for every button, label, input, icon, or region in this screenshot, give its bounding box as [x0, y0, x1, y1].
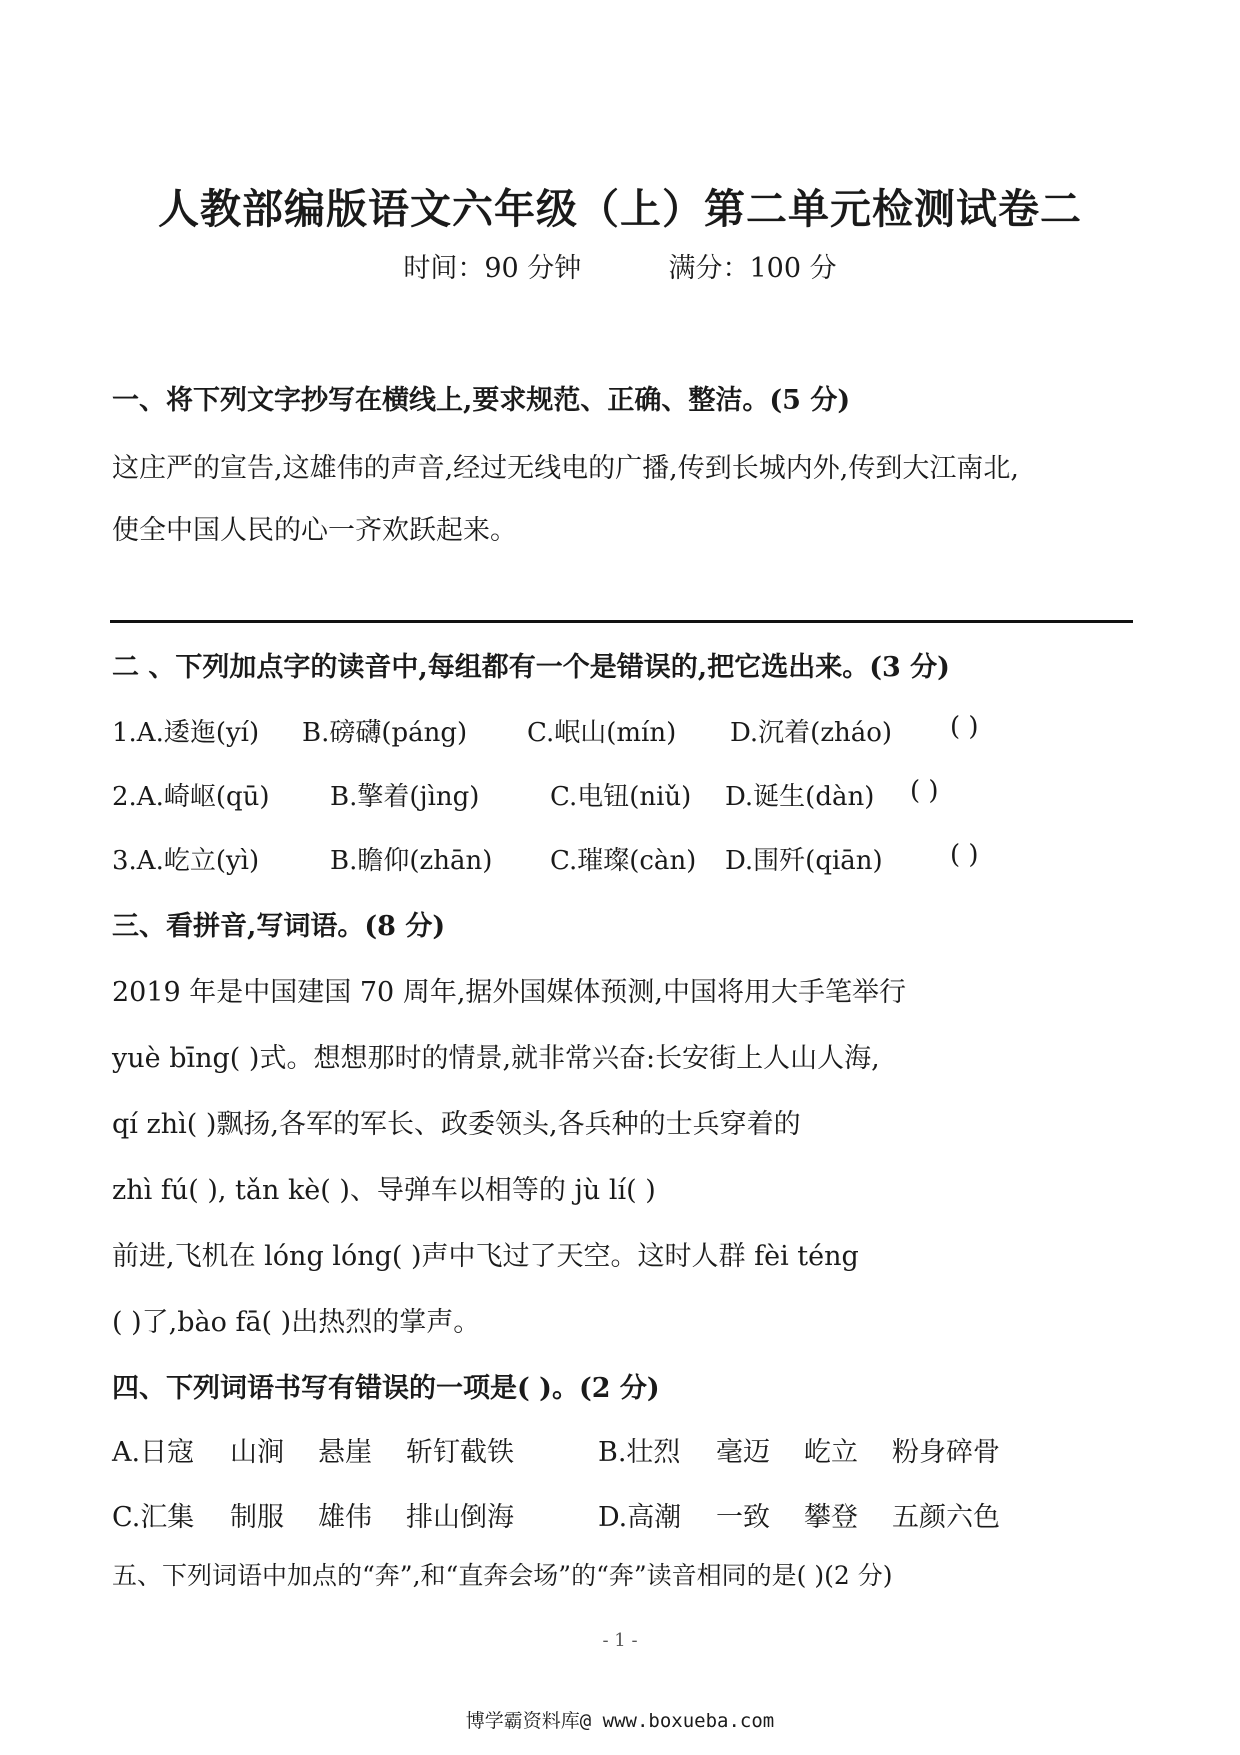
section-3-line: zhì fú( ), tǎn kè( )、导弹车以相等的 jù lí( ) — [112, 1175, 656, 1206]
exam-time: 时间：90 分钟 — [403, 253, 582, 284]
word: 排山倒海 — [406, 1502, 514, 1533]
question-4-row-2 — [112, 1495, 1000, 1534]
footer-watermark: 博学霸资料库@ www.boxueba.com — [465, 1710, 775, 1732]
page-number: - 1 - — [602, 1630, 638, 1651]
word: 制服 — [230, 1502, 284, 1533]
word: 山涧 — [230, 1437, 284, 1468]
option-c-label: C.汇集 — [112, 1502, 195, 1533]
page-title: 人教部编版语文六年级（上）第二单元检测试卷二 — [158, 185, 1082, 233]
word: 雄伟 — [318, 1502, 372, 1533]
question-2-1 — [112, 712, 979, 749]
option-a: 2.A.崎岖(qū) — [112, 782, 270, 812]
option-c: C.岷山(mín) — [527, 718, 677, 748]
option-a: 3.A.屹立(yì) — [112, 846, 260, 876]
option-b: B.擎着(jìng) — [330, 782, 480, 812]
option-d: D.诞生(dàn) — [725, 782, 875, 812]
exam-info — [0, 246, 1240, 285]
answer-blank[interactable]: ( ) — [910, 776, 939, 806]
section-3-line: 2019 年是中国建国 70 周年,据外国媒体预测,中国将用大手笔举行 — [112, 977, 906, 1008]
option-b-label: B.壮烈 — [598, 1437, 681, 1468]
section-3-line: ( )了,bào fā( )出热烈的掌声。 — [112, 1307, 481, 1338]
question-2-2 — [112, 776, 939, 813]
exam-score: 满分：100 分 — [668, 253, 837, 284]
section-5-heading: 五、下列词语中加点的“奔”,和“直奔会场”的“奔”读音相同的是( )(2 分) — [112, 1561, 893, 1590]
section-4-heading: 四、下列词语书写有错误的一项是( )。(2 分) — [112, 1373, 660, 1404]
option-d: D.围歼(qiān) — [725, 846, 883, 876]
word: 斩钉截铁 — [406, 1437, 514, 1468]
word: 粉身碎骨 — [892, 1437, 1000, 1468]
word: 屹立 — [804, 1437, 858, 1468]
word: 悬崖 — [318, 1437, 372, 1468]
section-1-text-line-2: 使全中国人民的心一齐欢跃起来。 — [112, 515, 517, 546]
answer-blank[interactable]: ( ) — [950, 840, 979, 870]
word: 毫迈 — [716, 1437, 770, 1468]
option-b: B.瞻仰(zhān) — [330, 846, 493, 876]
option-c: C.电钮(niǔ) — [550, 782, 692, 812]
section-3-heading: 三、看拼音,写词语。(8 分) — [112, 911, 446, 942]
option-d: D.沉着(zháo) — [730, 718, 893, 748]
answer-blank[interactable]: ( ) — [950, 712, 979, 742]
option-c: C.璀璨(càn) — [550, 846, 697, 876]
section-2-heading: 二 、下列加点字的读音中,每组都有一个是错误的,把它选出来。(3 分) — [112, 652, 950, 683]
word: 五颜六色 — [892, 1502, 1000, 1533]
option-a: 1.A.逶迤(yí) — [112, 718, 260, 748]
option-a-label: A.日寇 — [112, 1437, 195, 1468]
section-3-line: qí zhì( )飘扬,各军的军长、政委领头,各兵种的士兵穿着的 — [112, 1109, 801, 1140]
answer-line — [110, 620, 1133, 623]
section-1-text-line-1: 这庄严的宣告,这雄伟的声音,经过无线电的广播,传到长城内外,传到大江南北, — [112, 453, 1019, 484]
section-3-line: 前进,飞机在 lóng lóng( )声中飞过了天空。这时人群 fèi téng — [112, 1241, 859, 1272]
question-2-3 — [112, 840, 979, 877]
question-4-row-1 — [112, 1430, 1000, 1469]
section-1-heading: 一、将下列文字抄写在横线上,要求规范、正确、整洁。(5 分) — [112, 385, 851, 416]
option-b: B.磅礴(páng) — [302, 718, 468, 748]
word: 攀登 — [804, 1502, 858, 1533]
word: 一致 — [716, 1502, 770, 1533]
option-d-label: D.高潮 — [598, 1502, 682, 1533]
section-3-line: yuè bīng( )式。想想那时的情景,就非常兴奋:长安街上人山人海, — [112, 1043, 880, 1074]
